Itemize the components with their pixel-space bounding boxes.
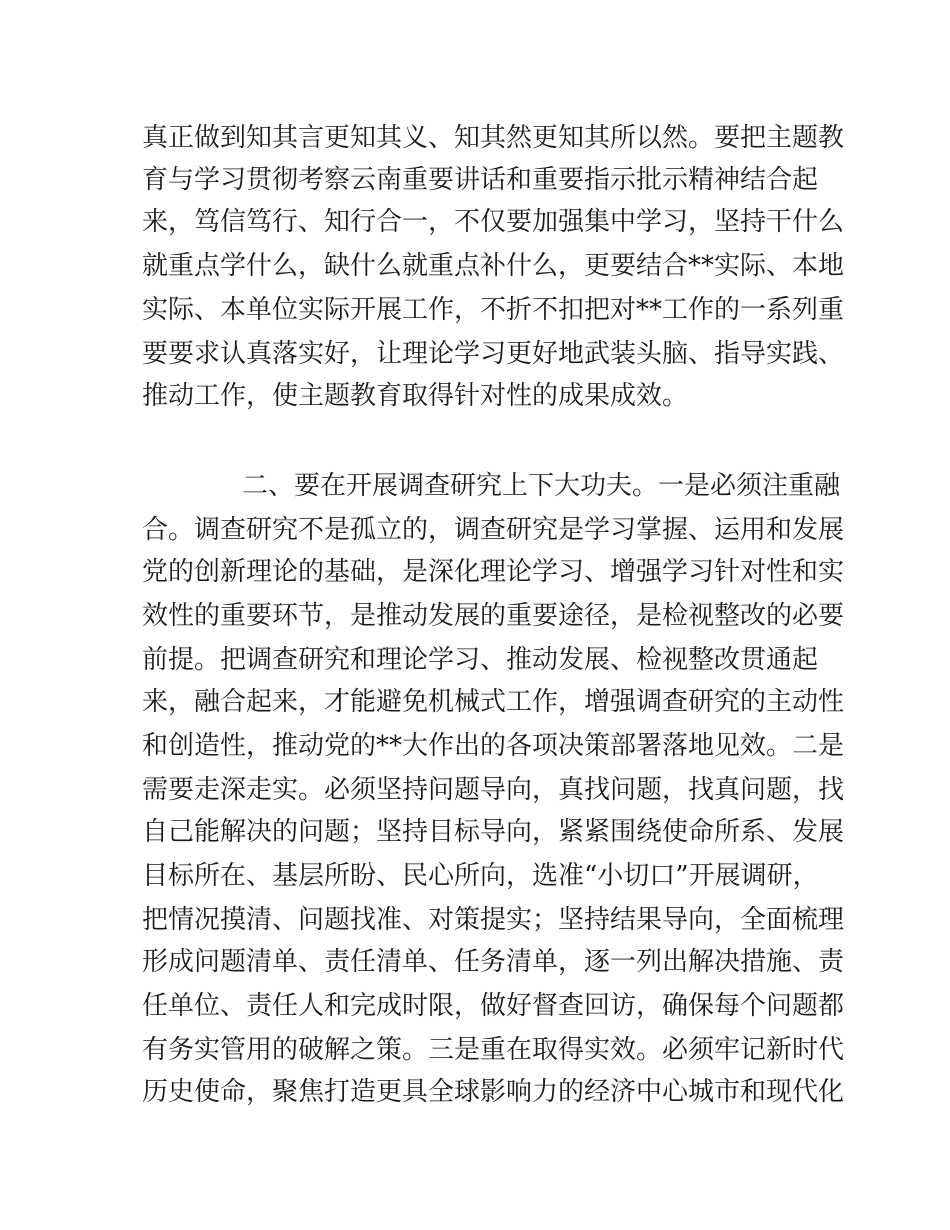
paragraph-1-line-7: 推动工作，使主题教育取得针对性的成果成效。 [142,381,689,411]
paragraph-1-line-1: 真正做到知其言更知其义、知其然更知其所以然。要把主题教 [142,123,845,153]
paragraph-2-line-10: 目标所在、基层所盼、民心所向，选准“小切口”开展调研， [142,861,819,891]
paragraph-2-line-4: 效性的重要环节，是推动发展的重要途径，是检视整改的必要 [142,601,845,631]
paragraph-2-line-9: 自己能解决的问题；坚持目标导向，紧紧围绕使命所系、发展 [142,817,845,847]
paragraph-2-line-5: 前提。把调查研究和理论学习、推动发展、检视整改贯通起 [142,645,819,675]
paragraph-1-line-6: 要要求认真落实好，让理论学习更好地武装头脑、指导实践、 [142,339,845,369]
paragraph-2-line-2: 合。调查研究不是孤立的，调查研究是学习掌握、运用和发展 [142,515,845,545]
paragraph-1-line-4: 就重点学什么，缺什么就重点补什么，更要结合**实际、本地 [142,251,845,281]
paragraph-1-line-5: 实际、本单位实际开展工作，不折不扣把对**工作的一系列重 [142,295,845,325]
paragraph-2-line-15: 历史使命，聚焦打造更具全球影响力的经济中心城市和现代化 [142,1077,845,1107]
paragraph-1-line-2: 育与学习贯彻考察云南重要讲话和重要指示批示精神结合起 [142,165,819,195]
paragraph-2-line-6: 来，融合起来，才能避免机械式工作，增强调查研究的主动性 [142,687,845,717]
paragraph-2-line-12: 形成问题清单、责任清单、任务清单，逐一列出解决措施、责 [142,947,845,977]
paragraph-2-line-1: 二、要在开展调查研究上下大功夫。一是必须注重融 [242,471,841,501]
paragraph-2-line-8: 需要走深走实。必须坚持问题导向，真找问题，找真问题，找 [142,775,845,805]
paragraph-2-line-7: 和创造性，推动党的**大作出的各项决策部署落地见效。二是 [142,731,845,761]
paragraph-1-line-3: 来，笃信笃行、知行合一，不仅要加强集中学习，坚持干什么 [142,207,845,237]
paragraph-2-line-13: 任单位、责任人和完成时限，做好督查回访，确保每个问题都 [142,991,845,1021]
paragraph-2-line-11: 把情况摸清、问题找准、对策提实；坚持结果导向，全面梳理 [142,905,845,935]
paragraph-2-line-3: 党的创新理论的基础，是深化理论学习、增强学习针对性和实 [142,557,845,587]
paragraph-2-line-14: 有务实管用的破解之策。三是重在取得实效。必须牢记新时代 [142,1035,845,1065]
